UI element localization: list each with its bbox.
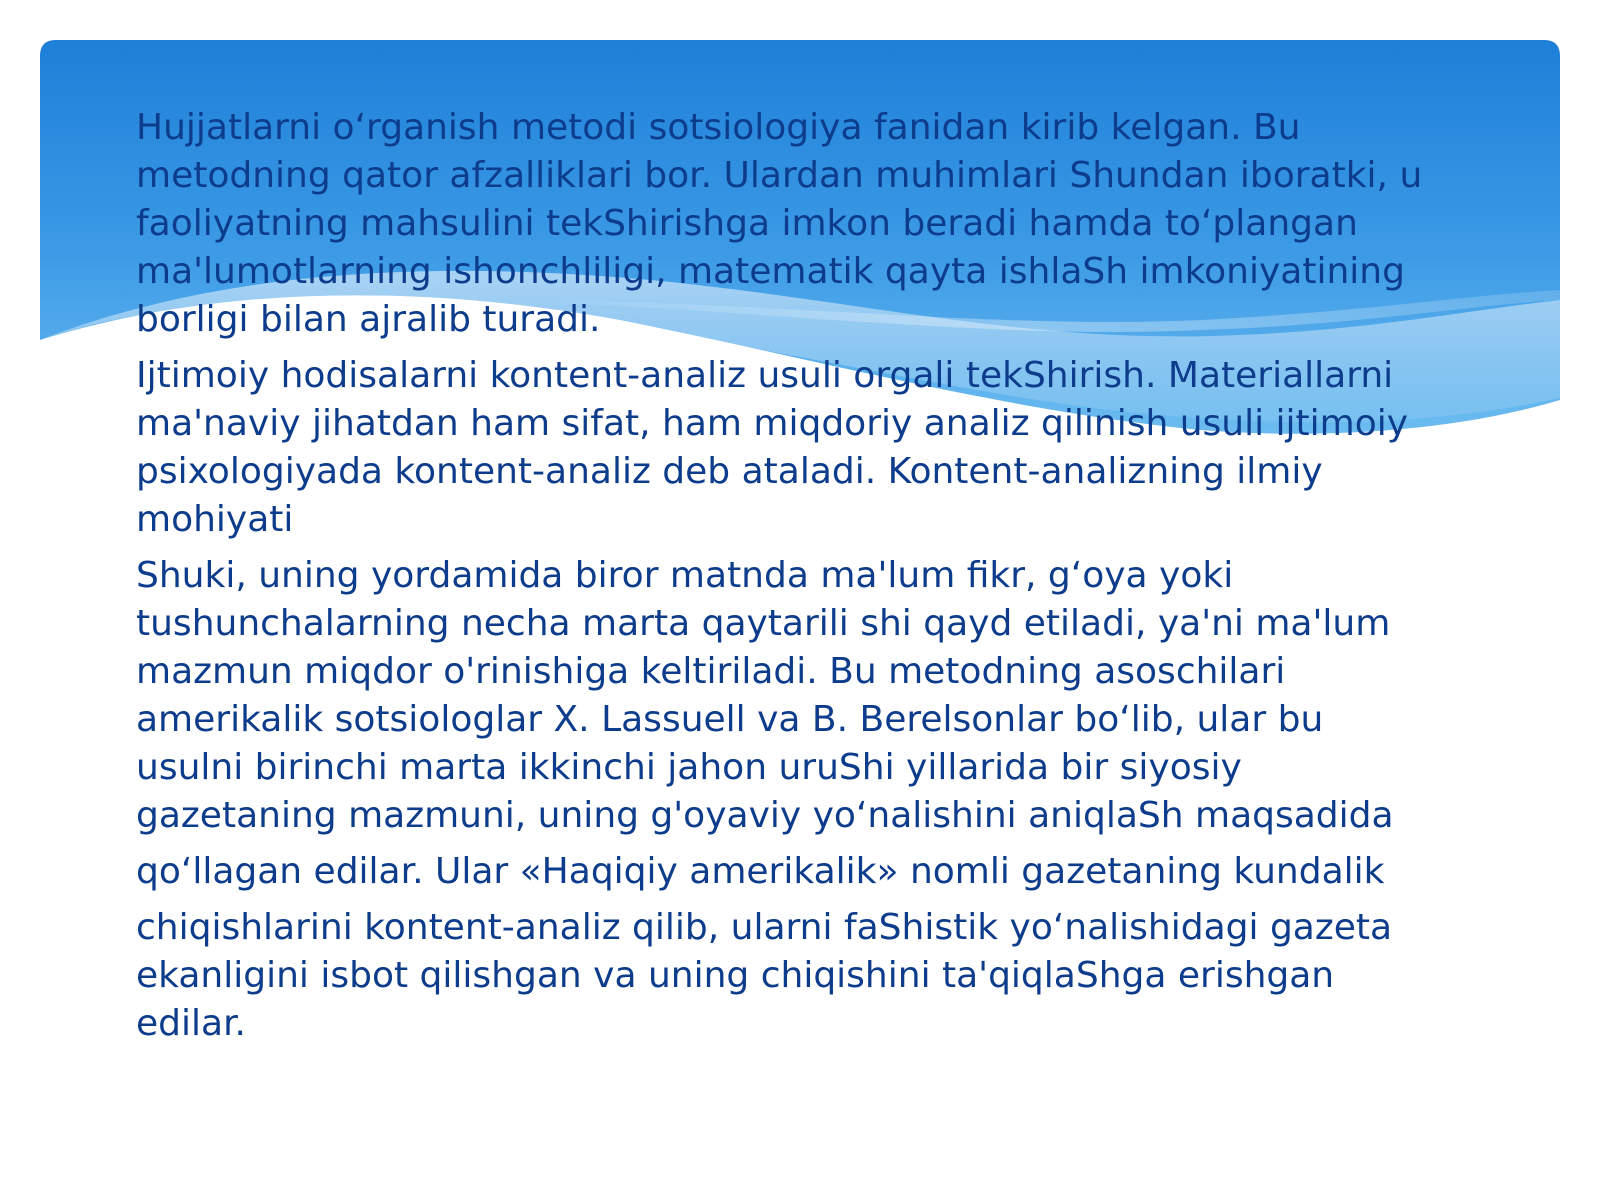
paragraph-5: chiqishlarini kontent-analiz qilib, ularni faShistik yo‘nalishidagi gazeta ekanligini isbot qilishgan va uning chiqishini ta'qiqlaShga erishgan edilar. [136,907,1393,1044]
paragraph-1: Hujjatlarni o‘rganish metodi sotsiologiya fanidan kirib kelgan. Bu metodning qator afzalliklari bor. Ulardan muhimlari Shundan iboratki, u faoliyatning mahsulini tekShirishga imkon beradi hamda to‘plangan ma'lumotlarning ishonchliligi, matematik qayta ishlaSh imkoniyatining borligi bilan ajralib turadi. [136,107,1423,340]
slide-body-text [136,104,1426,1056]
paragraph-2: Ijtimoiy hodisalarni kontent-analiz usuli orgali tekShirish. Materiallarni ma'naviy jihatdan ham sifat, ham miqdoriy analiz qilinish usuli ijtimoiy psixologiyada kontent-analiz deb ataladi. Kontent-analizning ilmiy mohiyati [136,355,1409,540]
paragraph-4: qo‘llagan edilar. Ular «Haqiqiy amerikalik» nomli gazetaning kundalik [136,851,1385,892]
paragraph-3: Shuki, uning yordamida biror matnda ma'lum fikr, g‘oya yoki tushunchalarning necha marta qaytarili shi qayd etiladi, ya'ni ma'lum mazmun miqdor o'rinishiga keltiriladi. Bu metodning asoschilari amerikalik sotsiologlar X. Lassuell va B. Berelsonlar bo‘lib, ular bu usulni birinchi marta ikkinchi jahon uruShi yillarida bir siyosiy gazetaning mazmuni, uning g'oyaviy yo‘nalishini aniqlaSh maqsadida [136,555,1394,836]
